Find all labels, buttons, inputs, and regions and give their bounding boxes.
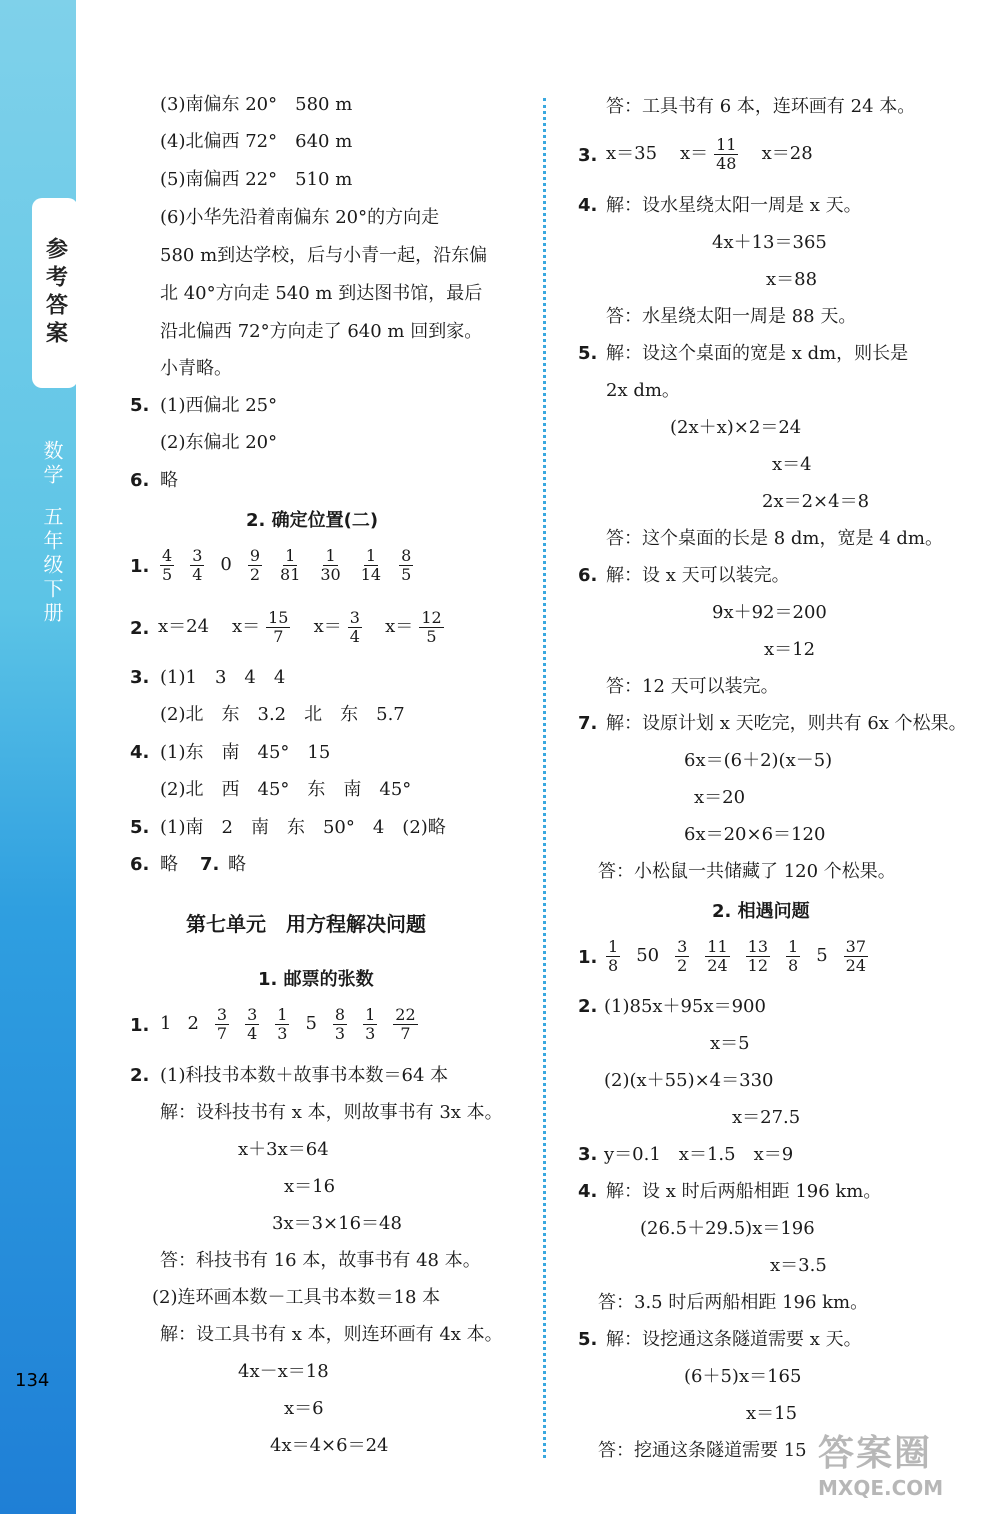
answer-line: (4)北偏西 72° 640 m <box>160 131 353 152</box>
plain-value: 2 <box>187 1013 199 1034</box>
answer-line: 解：设水星绕太阳一周是 x 天。 <box>606 195 862 216</box>
answer-line: (3)南偏东 20° 580 m <box>160 94 353 115</box>
equation: 6x＝(6＋2)(x－5) <box>684 750 833 771</box>
fraction-row <box>152 543 421 587</box>
question-number: 5. <box>578 343 598 364</box>
answer-line: 小青略。 <box>160 358 232 379</box>
equation: x＝ <box>385 616 414 637</box>
equation: 4x＋13＝365 <box>712 232 827 253</box>
fraction: $\frac{3}{4}$ <box>247 1004 258 1043</box>
unit-title: 第七单元 用方程解决问题 <box>186 912 426 936</box>
equation: 4x－x＝18 <box>238 1361 329 1382</box>
answer-line: 解：设这个桌面的宽是 x dm，则长是 <box>606 343 909 364</box>
answer-line: (2)北 东 3.2 北 东 5.7 <box>160 704 405 725</box>
answer-line: 解：设原计划 x 天吃完，则共有 6x 个松果。 <box>606 713 967 734</box>
fraction: $\frac{1}{14}$ <box>360 545 382 584</box>
fraction: $\frac{4}{5}$ <box>162 545 173 584</box>
equation: x＝ <box>313 616 342 637</box>
fraction: $\frac{22}{7}$ <box>395 1004 416 1043</box>
fraction-row <box>158 605 450 649</box>
watermark-url: MXQE.COM <box>818 1476 944 1500</box>
fraction: $\frac{15}{7}$ <box>268 607 289 646</box>
sidebar <box>0 0 92 1514</box>
fraction: $\frac{1}{8}$ <box>608 936 619 975</box>
equation: 6x＝20×6＝120 <box>684 824 826 845</box>
equation: (6＋5)x＝165 <box>684 1366 802 1387</box>
fraction: $\frac{1}{3}$ <box>365 1004 376 1043</box>
fraction: $\frac{13}{12}$ <box>747 936 768 975</box>
answer-line: 答：科技书有 16 本，故事书有 48 本。 <box>160 1250 481 1271</box>
question-number: 2. <box>130 1065 150 1086</box>
question-number: 2. <box>130 618 150 639</box>
equation: x＝35 <box>606 143 658 164</box>
fraction: $\frac{3}{4}$ <box>349 607 360 646</box>
question-number: 5. <box>130 817 150 838</box>
answer-line: (1)1 3 4 4 <box>160 667 286 688</box>
answer-line: (1)西偏北 25° <box>160 395 278 416</box>
fraction: $\frac{11}{24}$ <box>707 936 728 975</box>
answer-line: 解：设 x 时后两船相距 196 km。 <box>606 1181 882 1202</box>
question-number: 5. <box>130 395 150 416</box>
question-number: 4. <box>578 1181 598 1202</box>
answer-line: 答：工具书有 6 本，连环画有 24 本。 <box>606 96 916 117</box>
question-number: 6. <box>130 854 150 875</box>
equation: (26.5＋29.5)x＝196 <box>640 1218 815 1239</box>
answer-line: 略 <box>160 854 178 875</box>
equation: y＝0.1 x＝1.5 x＝9 <box>604 1144 794 1165</box>
page-number: 134 <box>15 1370 50 1391</box>
answer-line: 略 <box>160 470 178 491</box>
fraction: $\frac{3}{2}$ <box>677 936 688 975</box>
answer-line: 答：小松鼠一共储藏了 120 个松果。 <box>598 861 896 882</box>
equation: x＝4 <box>772 454 812 475</box>
question-number: 1. <box>578 947 598 968</box>
equation: 3x＝3×16＝48 <box>272 1213 402 1234</box>
question-number: 6. <box>578 565 598 586</box>
plain-value: 5 <box>816 945 828 966</box>
equation: 9x＋92＝200 <box>712 602 827 623</box>
equation: x＝28 <box>761 143 813 164</box>
equation: x＝3.5 <box>770 1255 827 1276</box>
fraction: $\frac{8}{5}$ <box>401 545 412 584</box>
plain-value: 1 <box>160 1013 172 1034</box>
answer-line: (2)北 西 45° 东 南 45° <box>160 779 412 800</box>
equation: x＝6 <box>284 1398 324 1419</box>
plain-value: 50 <box>636 945 660 966</box>
equation: x＝ <box>231 616 261 637</box>
answer-line: (2)连环画本数－工具书本数＝18 本 <box>152 1287 441 1308</box>
question-number: 4. <box>578 195 598 216</box>
equation: 4x＝4×6＝24 <box>270 1435 389 1456</box>
sidebar-strip <box>76 0 92 1514</box>
watermark <box>818 1425 988 1505</box>
answer-line: 答：水星绕太阳一周是 88 天。 <box>606 306 857 327</box>
answer-line: (1)科技书本数＋故事书本数＝64 本 <box>160 1065 449 1086</box>
question-number: 6. <box>130 470 150 491</box>
fraction: $\frac{1}{30}$ <box>320 545 341 584</box>
equation: x＝ <box>679 143 709 164</box>
answer-line: 沿北偏西 72°方向走了 640 m 回到家。 <box>160 321 483 342</box>
answer-tab <box>32 198 78 388</box>
equation: (1)85x＋95x＝900 <box>604 996 766 1017</box>
fraction: $\frac{37}{24}$ <box>845 936 866 975</box>
answer-tab-label: 参考答案 <box>42 237 68 349</box>
fraction: $\frac{12}{5}$ <box>421 607 442 646</box>
question-number: 7. <box>578 713 598 734</box>
fraction: $\frac{8}{3}$ <box>334 1004 346 1043</box>
plain-value: 0 <box>220 554 232 575</box>
answer-line: 2x dm。 <box>606 380 680 401</box>
subject-label: 数学 <box>40 440 64 488</box>
answer-line: 答：12 天可以装完。 <box>606 676 779 697</box>
answer-line: 解：设工具书有 x 本，则连环画有 4x 本。 <box>160 1324 503 1345</box>
fraction: $\frac{3}{4}$ <box>192 545 203 584</box>
answer-line: (1)南 2 南 东 50° 4 (2)略 <box>160 817 446 838</box>
equation: x＝16 <box>284 1176 336 1197</box>
answer-line: 答：这个桌面的长是 8 dm，宽是 4 dm。 <box>606 528 943 549</box>
answer-line: (6)小华先沿着南偏东 20°的方向走 <box>160 207 440 228</box>
fraction: $\frac{9}{2}$ <box>249 545 261 584</box>
fraction-row <box>152 1002 426 1046</box>
watermark-logo: 答案圈 <box>818 1433 933 1474</box>
grade-label: 五年级下册 <box>40 506 64 626</box>
fraction: $\frac{1}{3}$ <box>277 1004 288 1043</box>
answer-line: 解：设 x 天可以装完。 <box>606 565 790 586</box>
equation: x＝24 <box>158 616 210 637</box>
question-number: 2. <box>578 996 598 1017</box>
equation: x＋3x＝64 <box>238 1139 329 1160</box>
question-number: 7. <box>200 854 220 875</box>
equation: x＝5 <box>710 1033 750 1054</box>
question-number: 5. <box>578 1329 598 1350</box>
answer-line: 答：挖通这条隧道需要 15 <box>598 1440 807 1461</box>
question-number: 1. <box>130 1015 150 1036</box>
fraction: $\frac{11}{48}$ <box>716 134 737 173</box>
answer-line: (5)南偏西 22° 510 m <box>160 169 353 190</box>
column-divider <box>543 98 546 1458</box>
answer-line: 解：设挖通这条隧道需要 x 天。 <box>606 1329 862 1350</box>
answer-line: 略 <box>228 854 246 875</box>
equation: x＝27.5 <box>732 1107 801 1128</box>
equation: x＝12 <box>764 639 816 660</box>
section-title: 2. 相遇问题 <box>712 901 810 922</box>
question-number: 3. <box>578 1144 598 1165</box>
question-number: 4. <box>130 742 150 763</box>
answer-line: (1)东 南 45° 15 <box>160 742 331 763</box>
answer-line: 580 m到达学校，后与小青一起，沿东偏 <box>160 245 488 266</box>
answer-line: (2)东偏北 20° <box>160 432 278 453</box>
answer-line: 解：设科技书有 x 本，则故事书有 3x 本。 <box>160 1102 503 1123</box>
fraction: $\frac{3}{7}$ <box>216 1004 228 1043</box>
book-label <box>38 440 67 626</box>
section-title: 2. 确定位置(二) <box>246 510 379 531</box>
equation: x＝88 <box>766 269 818 290</box>
fraction-row <box>598 934 876 978</box>
fraction: $\frac{1}{8}$ <box>788 936 799 975</box>
fraction: $\frac{1}{81}$ <box>280 545 301 584</box>
fraction-row <box>606 132 813 176</box>
answer-line: 答：3.5 时后两船相距 196 km。 <box>598 1292 869 1313</box>
equation: x＝20 <box>694 787 746 808</box>
equation: (2)(x＋55)×4＝330 <box>604 1070 774 1091</box>
question-number: 1. <box>130 556 150 577</box>
equation: 2x＝2×4＝8 <box>762 491 870 512</box>
answer-line: 北 40°方向走 540 m 到达图书馆，最后 <box>160 283 483 304</box>
section-title: 1. 邮票的张数 <box>258 969 374 990</box>
equation: x＝15 <box>746 1403 798 1424</box>
plain-value: 5 <box>305 1013 317 1034</box>
equation: (2x＋x)×2＝24 <box>670 417 802 438</box>
question-number: 3. <box>130 667 150 688</box>
question-number: 3. <box>578 145 598 166</box>
